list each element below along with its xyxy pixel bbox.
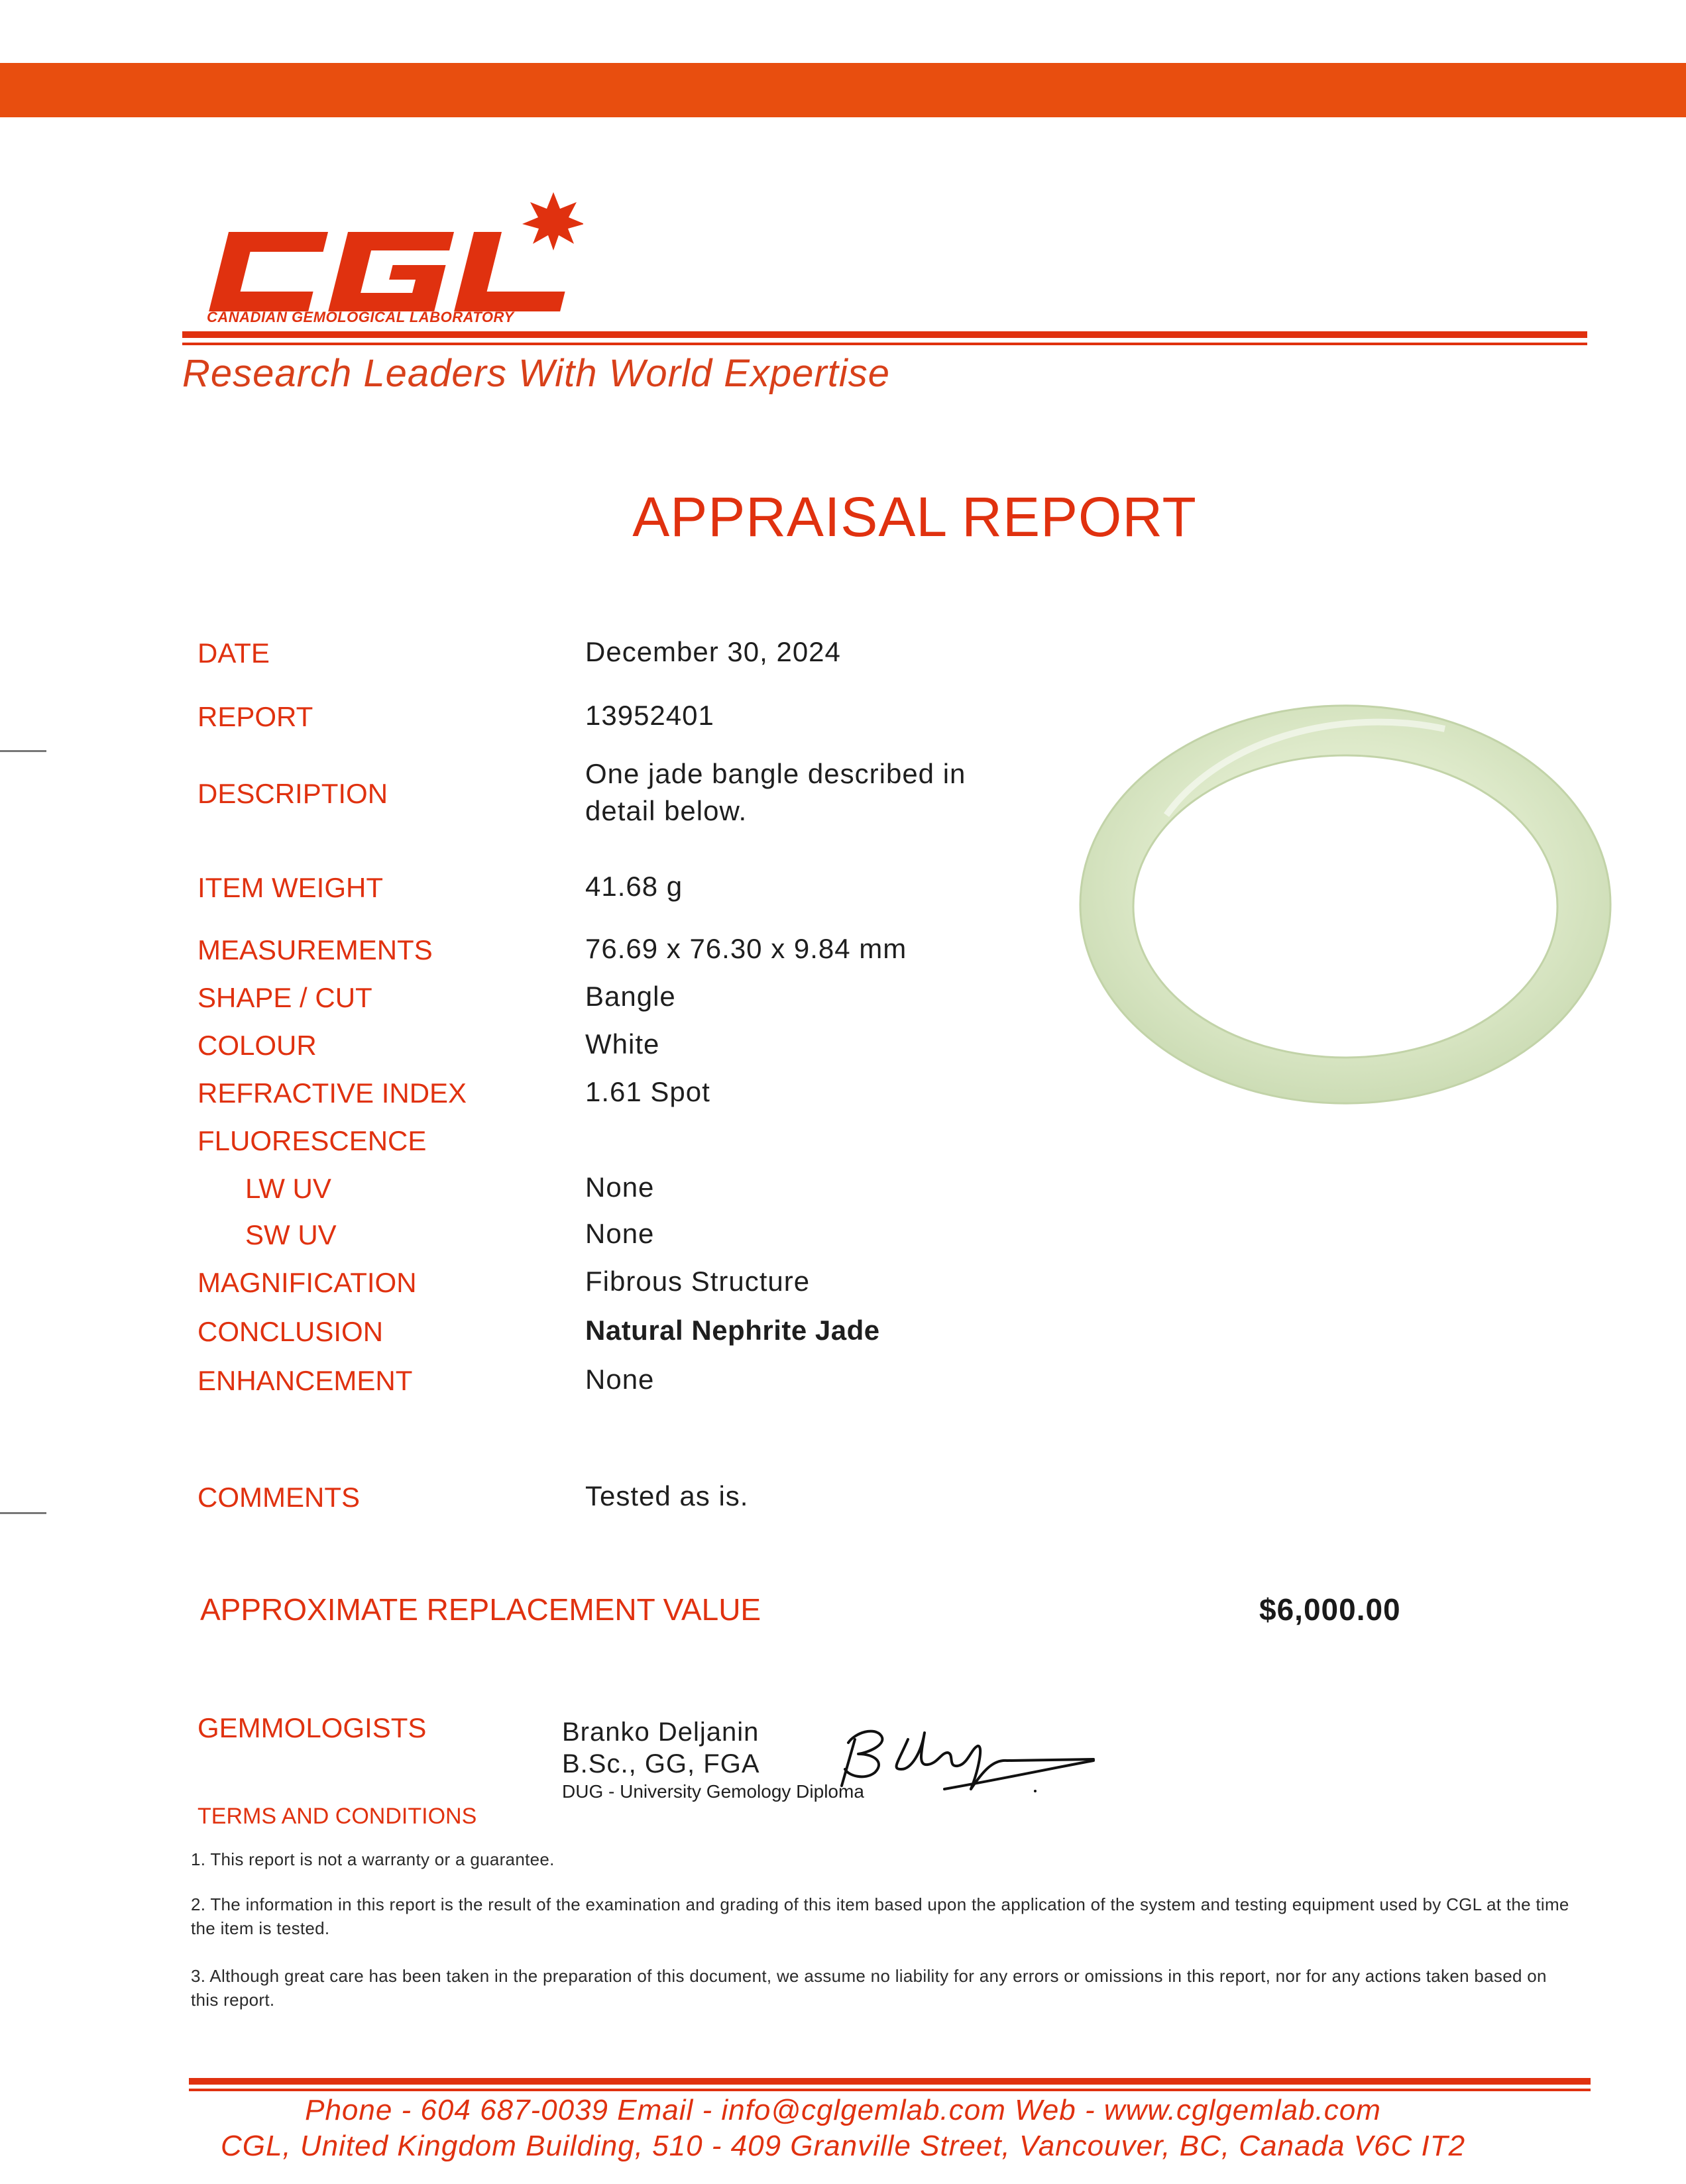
- conclusion-label: CONCLUSION: [197, 1316, 384, 1347]
- fold-mark: [0, 750, 46, 752]
- sw-uv-label: SW UV: [245, 1219, 337, 1250]
- shape-cut-value: Bangle: [585, 981, 676, 1012]
- gemmologist-credentials: B.Sc., GG, FGA: [562, 1749, 760, 1778]
- comments-label: COMMENTS: [197, 1482, 360, 1513]
- footer-rule: [189, 2078, 1591, 2085]
- description-value-line1: One jade bangle described in: [585, 758, 966, 789]
- logo-subtitle: CANADIAN GEMOLOGICAL LABORATORY: [207, 309, 514, 325]
- footer-rule-thin: [189, 2089, 1591, 2091]
- gemmologists-label: GEMMOLOGISTS: [197, 1712, 427, 1743]
- comments-value: Tested as is.: [585, 1480, 749, 1511]
- footer-contact: Phone - 604 687-0039 Email - info@cglgemlab.com Web - www.cglgemlab.com: [305, 2094, 1381, 2126]
- tagline: Research Leaders With World Expertise: [182, 352, 891, 395]
- measurements-label: MEASUREMENTS: [197, 934, 433, 965]
- enhancement-label: ENHANCEMENT: [197, 1365, 413, 1396]
- measurements-value: 76.69 x 76.30 x 9.84 mm: [585, 933, 907, 964]
- gemmologist-diploma: DUG - University Gemology Diploma: [562, 1781, 864, 1802]
- gemmologist-name: Branko Deljanin: [562, 1718, 759, 1747]
- enhancement-value: None: [585, 1364, 655, 1395]
- shape-cut-label: SHAPE / CUT: [197, 982, 372, 1013]
- sw-uv-value: None: [585, 1218, 655, 1249]
- colour-value: White: [585, 1028, 660, 1060]
- lw-uv-value: None: [585, 1172, 655, 1203]
- magnification-label: MAGNIFICATION: [197, 1267, 417, 1298]
- term-2: 2. The information in this report is the result of the examination and grading of this item based upon the application of the system and testing equipment used by CGL at the time the item is tested.: [191, 1894, 1569, 1938]
- replacement-value: $6,000.00: [1259, 1592, 1401, 1627]
- colour-label: COLOUR: [197, 1030, 317, 1061]
- header-rule-thin: [182, 343, 1587, 345]
- item-weight-value: 41.68 g: [585, 871, 683, 902]
- replacement-value-label: APPROXIMATE REPLACEMENT VALUE: [200, 1592, 761, 1627]
- report-value: 13952401: [585, 700, 714, 731]
- term-3: 3. Although great care has been taken in the preparation of this document, we assume no liability for any errors or omissions in this report, nor for any actions taken based on this report.: [191, 1966, 1547, 2010]
- term-1: 1. This report is not a warranty or a guarantee.: [191, 1849, 555, 1869]
- lw-uv-label: LW UV: [245, 1173, 331, 1204]
- terms-label: TERMS AND CONDITIONS: [197, 1804, 477, 1829]
- page-title: APPRAISAL REPORT: [632, 486, 1197, 548]
- signature: [828, 1706, 1107, 1806]
- refractive-index-label: REFRACTIVE INDEX: [197, 1077, 467, 1109]
- magnification-value: Fibrous Structure: [585, 1266, 811, 1297]
- report-label: REPORT: [197, 701, 313, 732]
- refractive-index-value: 1.61 Spot: [585, 1076, 710, 1107]
- top-orange-band: [0, 63, 1686, 117]
- conclusion-value: Natural Nephrite Jade: [585, 1315, 880, 1346]
- maple-leaf-icon: [522, 192, 583, 250]
- description-label: DESCRIPTION: [197, 778, 388, 809]
- item-weight-label: ITEM WEIGHT: [197, 872, 383, 903]
- description-value-line2: detail below.: [585, 795, 748, 826]
- fluorescence-label: FLUORESCENCE: [197, 1125, 427, 1156]
- date-label: DATE: [197, 637, 270, 669]
- footer-address: CGL, United Kingdom Building, 510 - 409 Granville Street, Vancouver, BC, Canada V6C IT2: [220, 2130, 1466, 2162]
- jade-bangle-image: [1074, 696, 1617, 1113]
- date-value: December 30, 2024: [585, 636, 841, 667]
- fold-mark: [0, 1512, 46, 1514]
- header-rule: [182, 331, 1587, 338]
